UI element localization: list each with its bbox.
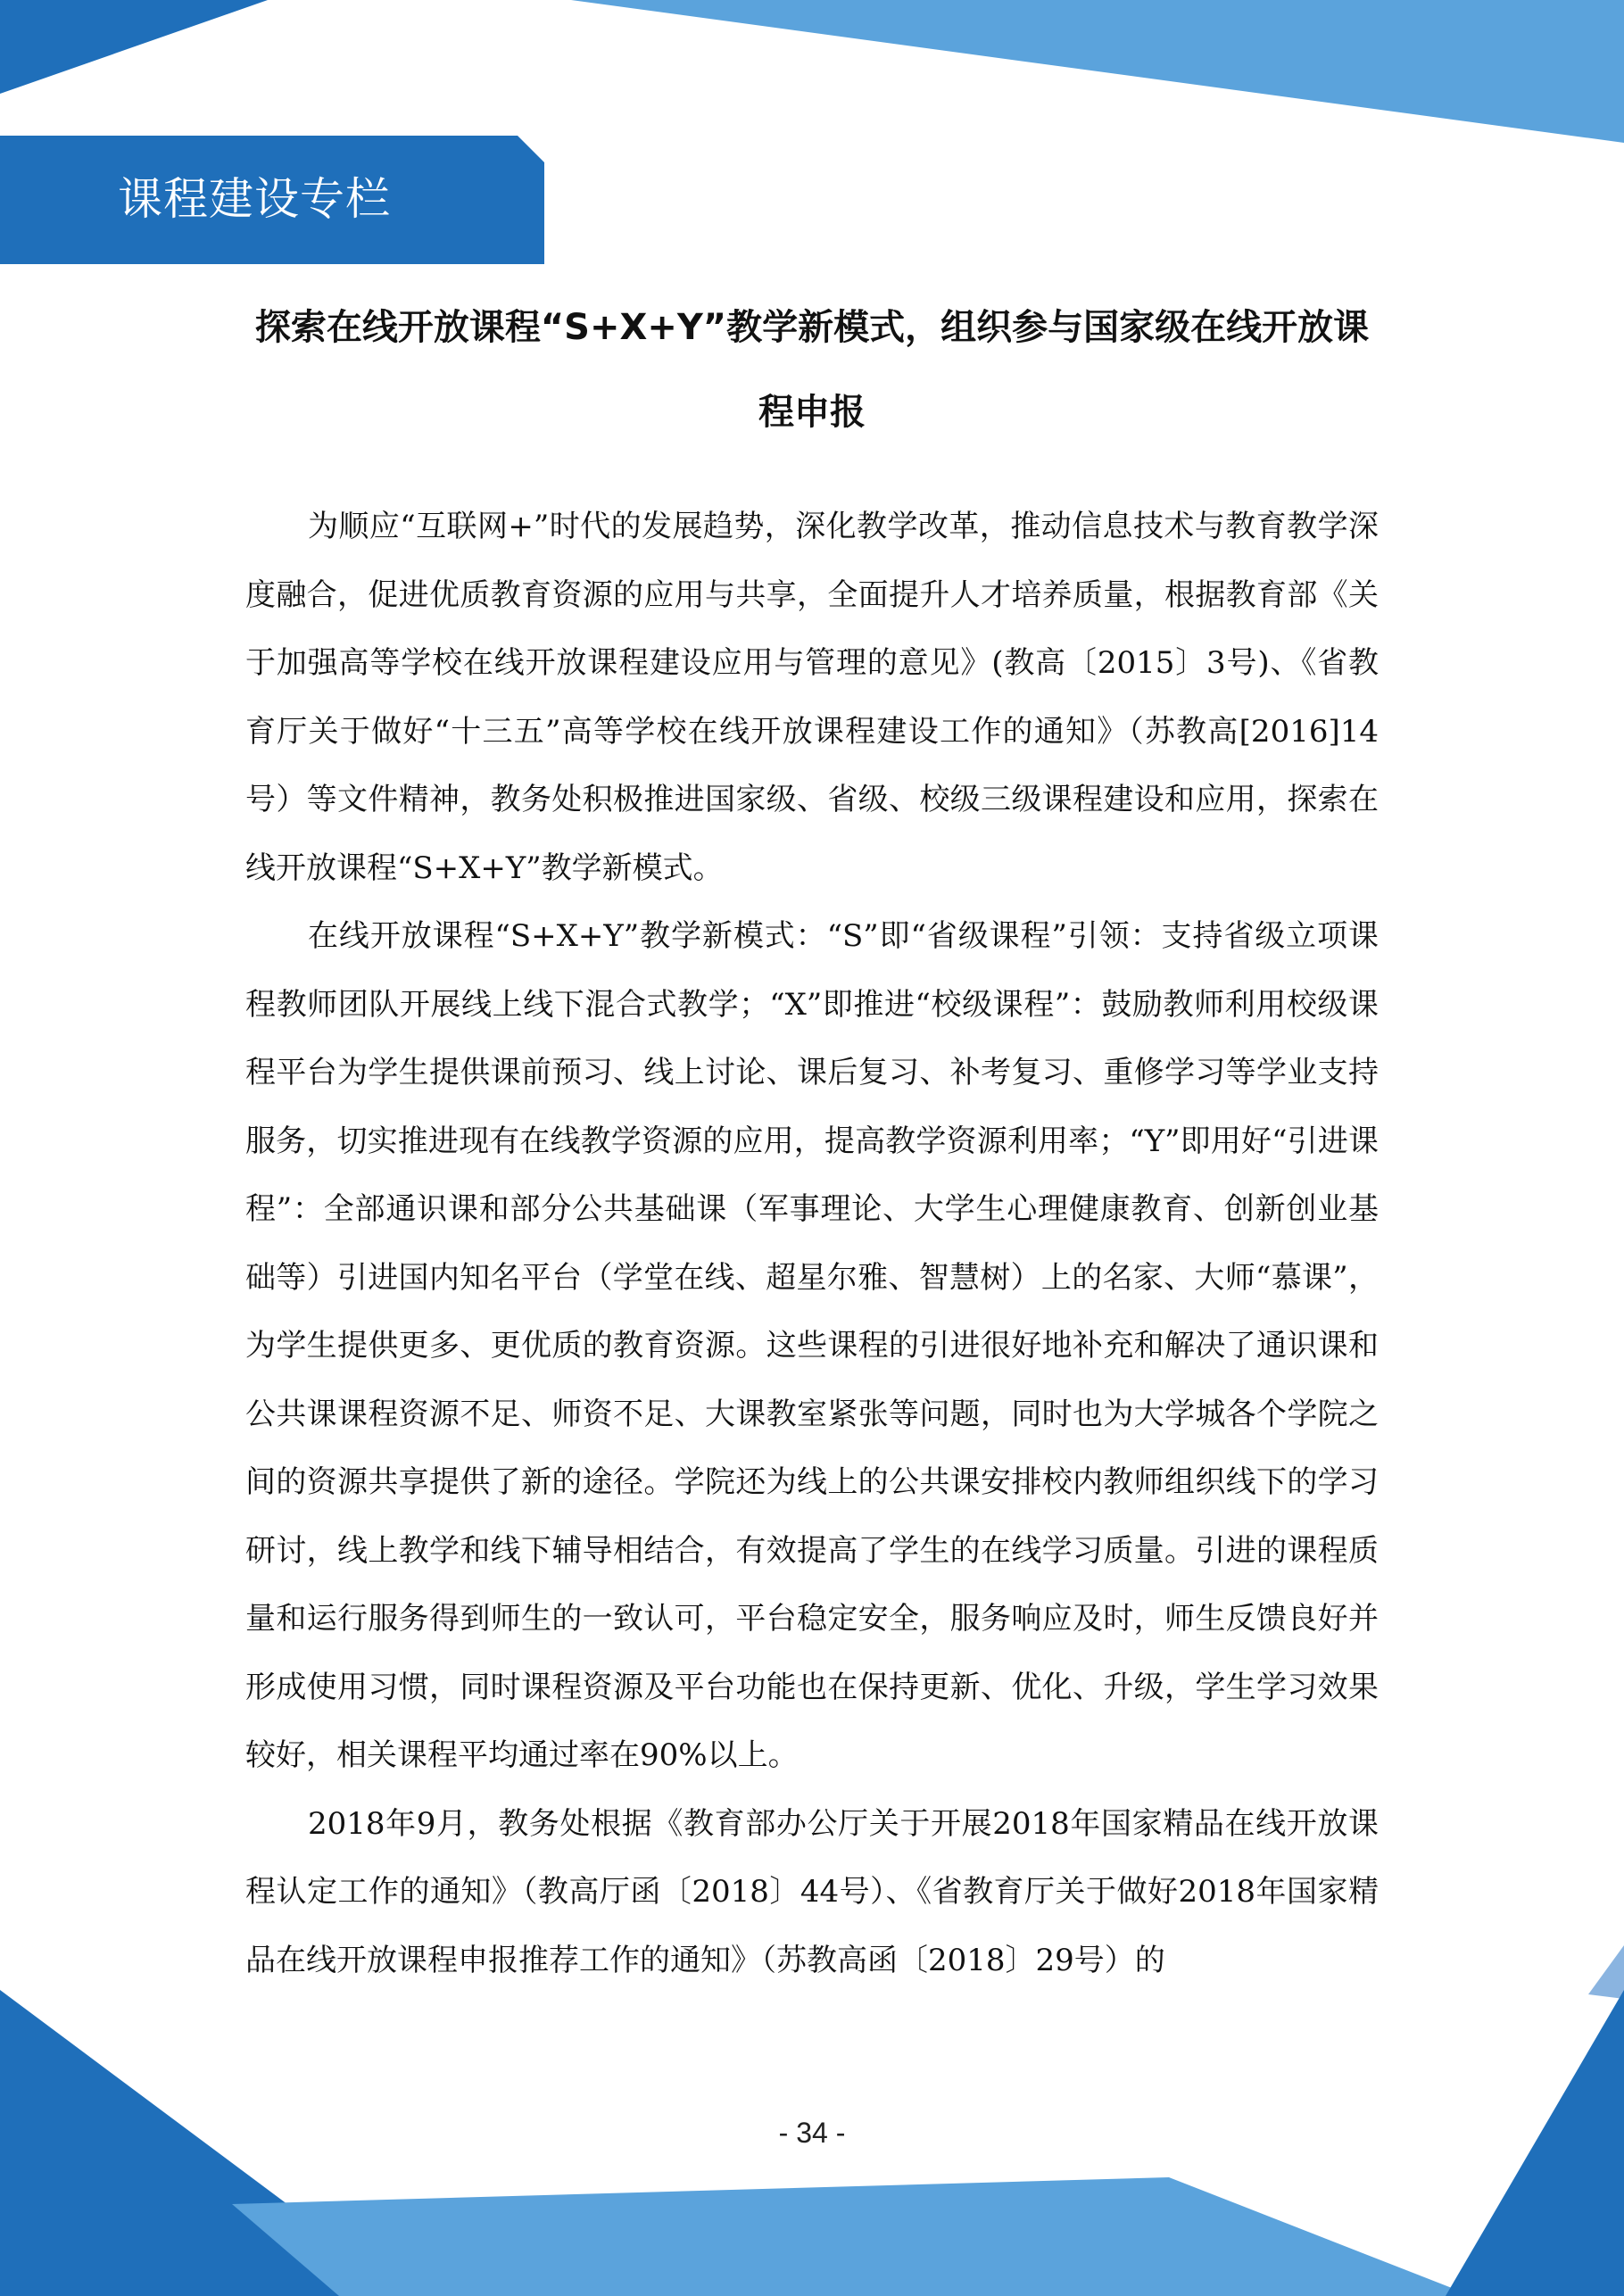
top-right-band — [571, 0, 1624, 143]
page-number: - 34 - — [778, 2117, 846, 2149]
top-left-triangle — [0, 0, 268, 94]
paragraph-3: 2018年9月，教务处根据《教育部办公厅关于开展2018年国家精品在线开放课程认定工作的通知》（教高厅函〔2018〕44号）、《省教育厅关于做好2018年国家精品在线开放课程申报推荐工作的通知》（苏教高函〔2018〕29号）的 — [245, 1805, 1379, 1978]
right-wedge — [1588, 1945, 1624, 1999]
bottom-light-band — [232, 2177, 1472, 2296]
paragraph-2: 在线开放课程“S+X+Y”教学新模式：“S”即“省级课程”引领：支持省级立项课程教师团队开展线上线下混合式教学；“X”即推进“校级课程”：鼓励教师利用校级课程平台为学生提供课前预习、线上讨论、课后复习、补考复习、重修学习等学业支持服务，切实推进现有在线教学资源的应用，提高教学资源利用率；“Y”即用好“引进课程”：全部通识课和部分公共基础课（军事理论、大学生心理健康教育、创新创业基础等）引进国内知名平台（学堂在线、超星尔雅、智慧树）上的名家、大师“慕课”，为学生提供更多、更优质的教育资源。这些课程的引进很好地补充和解决了通识课和公共课课程资源不足、师资不足、大课教室紧张等问题，同时也为大学城各个学院之间的资源共享提供了新的途径。学院还为线上的公共课安排校内教师组织线下的学习研讨，线上教学和线下辅导相结合，有效提高了学生的在线学习质量。引进的课程质量和运行服务得到师生的一致认可，平台稳定安全，服务响应及时，师生反馈良好并形成使用习惯，同时课程资源及平台功能也在保持更新、优化、升级，学生学习效果较好，相关课程平均通过率在90%以上。 — [245, 918, 1379, 1773]
article-body — [245, 493, 1379, 1994]
article-title: 探索在线开放课程“S+X+Y”教学新模式，组织参与国家级在线开放课程申报 — [254, 307, 1370, 433]
paragraph-1: 为顺应“互联网+”时代的发展趋势，深化教学改革，推动信息技术与教育教学深度融合，促进优质教育资源的应用与共享，全面提升人才培养质量，根据教育部《关于加强高等学校在线开放课程建设应用与管理的意见》(教高〔2015〕3号)、《省教育厅关于做好“十三五”高等学校在线开放课程建设工作的通知》（苏教高[2016]14号）等文件精神，教务处积极推进国家级、省级、校级三级课程建设和应用，探索在线开放课程“S+X+Y”教学新模式。 — [245, 509, 1379, 886]
section-label: 课程建设专栏 — [118, 173, 391, 225]
